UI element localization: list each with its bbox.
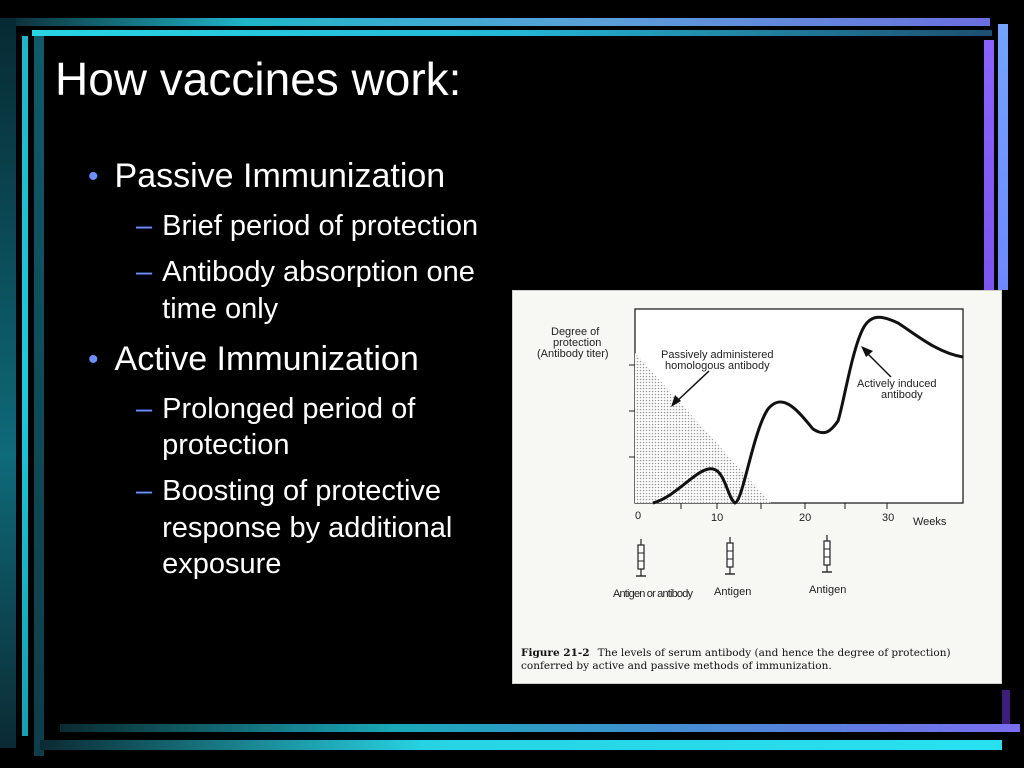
active-label-line: antibody <box>881 389 923 401</box>
injection-label: Antigen <box>714 586 752 598</box>
bullet-glyph: • <box>88 160 99 193</box>
sub-bullet-glyph: – <box>136 475 153 508</box>
figure-image <box>512 290 1002 684</box>
syringe-icon <box>725 537 735 574</box>
bullet-group-active <box>88 339 498 582</box>
sub-bullet-text: Brief period of protection <box>162 210 479 242</box>
bullet-group-passive <box>88 156 498 327</box>
decor-left-bar-3 <box>34 36 44 756</box>
bullet-glyph: • <box>88 342 99 376</box>
sub-bullet-item <box>136 473 498 582</box>
sub-bullet-text: Antibody absorption one time only <box>162 256 475 325</box>
decor-bottom-bar-2 <box>40 740 1002 750</box>
bullet-list <box>88 156 498 594</box>
slide-title: How vaccines work: <box>55 53 462 105</box>
caption-text: The levels of serum antibody (and hence the degree of protection) conferred by active and passive methods of immunization. <box>521 647 951 673</box>
passive-label-line: homologous antibody <box>665 360 770 372</box>
x-tick-label: 0 <box>635 510 642 522</box>
sub-bullet-item <box>136 254 498 327</box>
decor-left-bar-2 <box>22 36 28 736</box>
sub-bullet-glyph: – <box>136 256 153 289</box>
bullet-text: Passive Immunization <box>114 157 446 195</box>
passive-label-line: Passively administered <box>661 349 774 361</box>
caption-label: Figure 21-2 <box>521 647 590 659</box>
x-tick-label: 20 <box>799 512 812 524</box>
decor-right-bar-2 <box>998 24 1008 290</box>
decor-bottom-bar-1 <box>60 724 1020 732</box>
bullet-item <box>88 339 498 381</box>
syringe-icon <box>636 539 646 576</box>
sub-bullet-item <box>136 208 498 244</box>
decor-top-bar-2 <box>32 30 992 36</box>
bullet-item <box>88 156 498 198</box>
injection-label: Antigen or antibody <box>613 588 693 600</box>
decor-top-bar-1 <box>0 18 990 26</box>
figure-caption <box>521 647 995 673</box>
x-tick-label: 10 <box>711 512 724 524</box>
x-unit-label: Weeks <box>913 516 947 528</box>
y-axis-label-line: (Antibody titer) <box>537 348 609 360</box>
active-label-line: Actively induced <box>857 378 937 390</box>
syringe-icon <box>822 535 832 572</box>
bullet-text: Active Immunization <box>114 339 419 378</box>
x-tick-label: 30 <box>882 512 895 524</box>
decor-left-bar-1 <box>0 18 16 748</box>
injection-label: Antigen <box>809 584 847 596</box>
sub-bullet-text: Prolonged period of protection <box>162 392 416 461</box>
sub-bullet-glyph: – <box>136 392 153 425</box>
decor-right-bar-3 <box>1002 690 1010 726</box>
sub-bullet-text: Boosting of protective response by additional exposure <box>162 475 453 580</box>
y-axis-label-line: Degree of <box>551 326 600 338</box>
sub-bullet-item <box>136 391 498 464</box>
figure-diagram <box>513 291 1001 683</box>
y-axis-label-line: protection <box>553 337 602 349</box>
sub-bullet-glyph: – <box>136 210 153 242</box>
decor-right-bar-1 <box>984 40 994 292</box>
